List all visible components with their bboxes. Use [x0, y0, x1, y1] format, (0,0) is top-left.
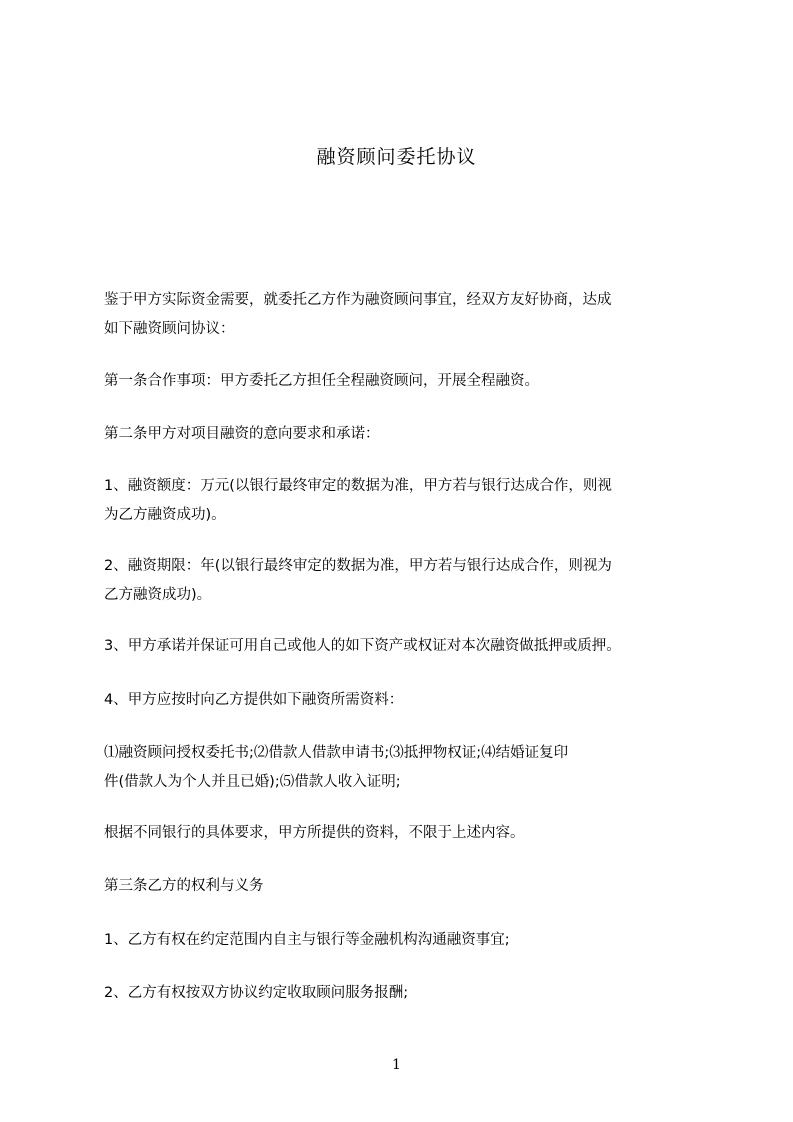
paragraph-item-4 — [104, 686, 704, 715]
paragraph-article-3-item-2 — [104, 979, 704, 1008]
paragraph-line: 乙方融资成功)。 — [104, 587, 212, 603]
paragraph-item-3 — [104, 632, 704, 661]
paragraph-line: 1、融资额度：万元(以银行最终审定的数据为准，甲方若与银行达成合作，则视 — [104, 478, 612, 494]
paragraph-line: 第二条甲方对项目融资的意向要求和承诺： — [104, 426, 380, 442]
paragraph-documents-note — [104, 819, 704, 848]
paragraph-line: 如下融资顾问协议： — [104, 321, 235, 337]
paragraph-line: 第一条合作事项：甲方委托乙方担任全程融资顾问，开展全程融资。 — [104, 373, 539, 389]
paragraph-line: 鉴于甲方实际资金需要，就委托乙方作为融资顾问事宜，经双方友好协商，达成 — [104, 292, 612, 308]
paragraph-item-1 — [104, 472, 704, 530]
paragraph-line: 第三条乙方的权利与义务 — [104, 878, 264, 894]
paragraph-line: 4、甲方应按时向乙方提供如下融资所需资料： — [104, 692, 404, 708]
document-title: 融资顾问委托协议 — [316, 146, 477, 168]
paragraph-documents-list — [104, 739, 704, 797]
paragraph-line: 3、甲方承诺并保证可用自己或他人的如下资产或权证对本次融资做抵押或质押。 — [104, 638, 621, 654]
paragraph-article-3-item-1 — [104, 926, 704, 955]
paragraph-line: 1、乙方有权在约定范围内自主与银行等金融机构沟通融资事宜; — [104, 932, 510, 948]
paragraph-line: 2、乙方有权按双方协议约定收取顾问服务报酬; — [104, 985, 409, 1001]
paragraph-article-3 — [104, 872, 704, 901]
page-number: 1 — [392, 1057, 401, 1073]
paragraph-article-1 — [104, 367, 704, 396]
paragraph-line: 件(借款人为个人并且已婚);⑸借款人收入证明; — [104, 774, 401, 790]
paragraph-article-2 — [104, 420, 704, 449]
paragraph-item-2 — [104, 552, 704, 610]
paragraph-line: ⑴融资顾问授权委托书;⑵借款人借款申请书;⑶抵押物权证;⑷结婚证复印 — [104, 745, 569, 761]
paragraph-preamble — [104, 286, 704, 344]
paragraph-line: 根据不同银行的具体要求，甲方所提供的资料，不限于上述内容。 — [104, 825, 525, 841]
paragraph-line: 为乙方融资成功)。 — [104, 507, 226, 523]
paragraph-line: 2、融资期限：年(以银行最终审定的数据为准，甲方若与银行达成合作，则视为 — [104, 558, 612, 574]
